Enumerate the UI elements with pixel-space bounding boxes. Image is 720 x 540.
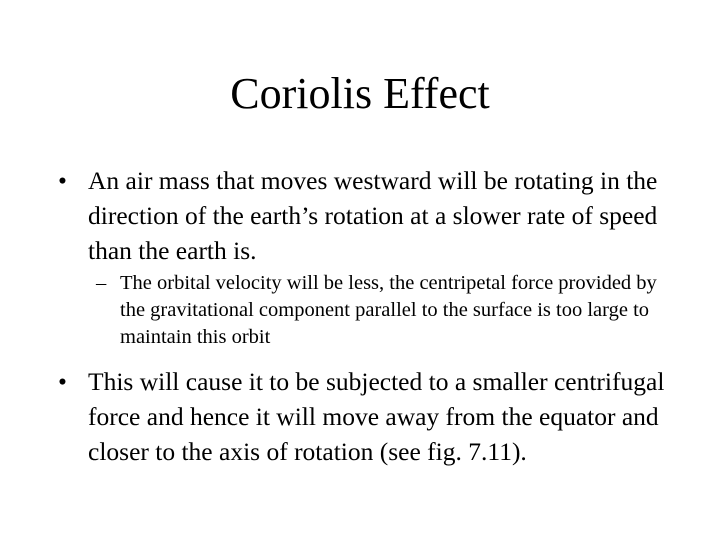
sub-bullet-text: The orbital velocity will be less, the centripetal force provided by the gravitational component parallel to the surface is too large to maintain this orbit [120,272,657,348]
sub-bullet-marker: – [96,272,107,294]
bullet-marker: • [58,166,67,195]
bullet-marker: • [58,367,67,396]
bullet-text: An air mass that moves westward will be rotating in the direction of the earth’s rotation at a slower rate of speed than the earth is. [88,166,658,265]
bullet-text: This will cause it to be subjected to a smaller centrifugal force and hence it will move away from the equator and closer to the axis of rotation (see fig. 7.11). [88,367,665,466]
slide-title: Coriolis Effect [230,69,490,118]
